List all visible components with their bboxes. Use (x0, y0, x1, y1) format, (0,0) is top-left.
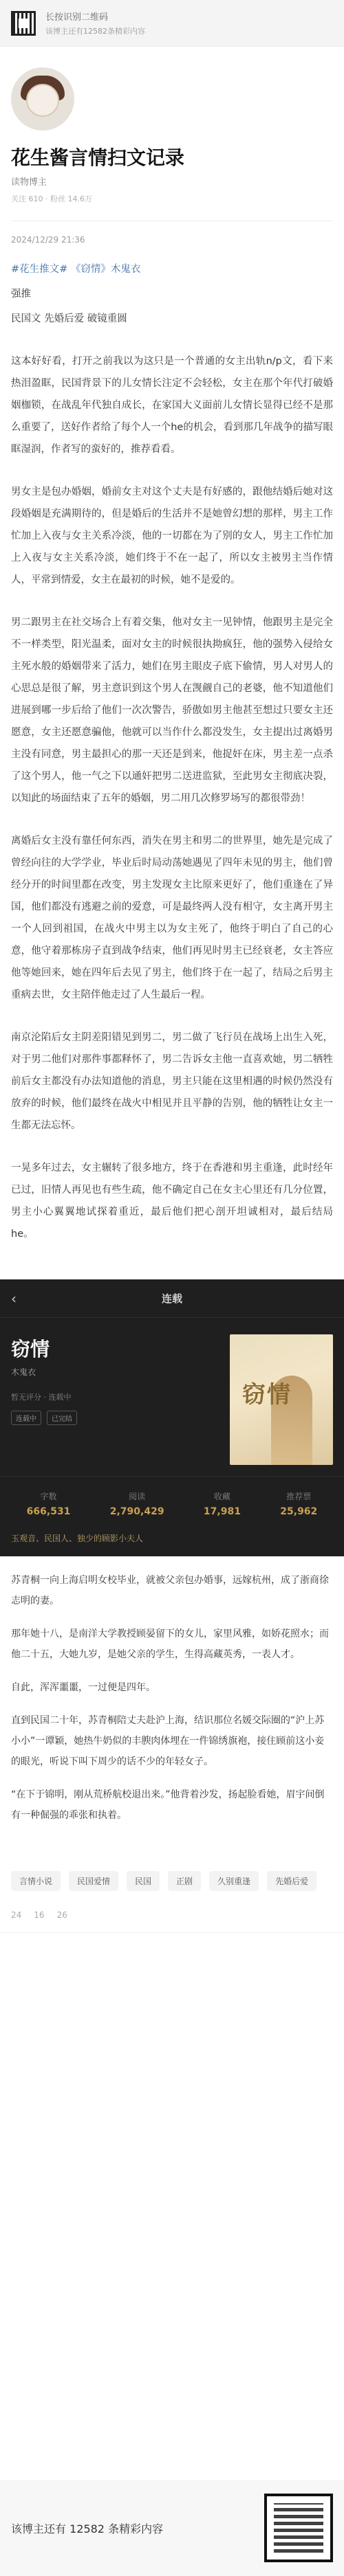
topic-chip[interactable]: 先婚后爱 (267, 1871, 316, 1891)
book-title: 窃情 (11, 1338, 50, 1360)
qr-code-icon (11, 11, 36, 36)
book-tags: 玉观音、民国人、独少的顾影小夫人 (11, 1534, 144, 1543)
book-stats (0, 1476, 344, 1532)
stat-value: 25,962 (280, 1506, 318, 1517)
share-count[interactable]: 26 (56, 1910, 67, 1920)
like-count[interactable]: 24 (11, 1910, 22, 1920)
topic-chips (0, 1855, 344, 1898)
excerpt-paragraph: 直到民国二十年，苏青桐陪丈夫赴沪上海，结识那位名媛交际圈的“沪上苏小小”一谭颖，她热牛奶似的丰腴肉体埋在一件锦绣旗袍，接住顾前这小妾的眼光，听说下叫下周少的话不少的年轻女子。 (11, 1715, 325, 1767)
status-badge: 连载中 (11, 1411, 41, 1425)
avatar[interactable] (11, 67, 74, 131)
book-author[interactable]: 木鬼衣 (11, 1367, 36, 1377)
article-paragraph: 南京沦陷后女主阴差阳错见到男二，男二做了飞行员在战场上出生入死，对于男二他们对那件事都释怀了，男二告诉女主他一直喜欢她，男二牺牲前后女主都没有办法知道他的消息，男主只能在这里相遇的时候仍然没有放弃的时候，他们最终在战火中相见并且平静的告别，他的牺牲让女主一生都无法忘怀。 (11, 1032, 333, 1131)
stat-value: 17,981 (203, 1506, 241, 1517)
banner-subtitle: 该博主还有12582条精彩内容 (45, 27, 145, 36)
excerpt-paragraph: 苏青桐一向上海启明女校毕业，就被父亲包办婚事，远嫁杭州，成了浙商徐志明的妻。 (11, 1575, 329, 1606)
article-paragraph: 离婚后女主没有靠任何东西，消失在男主和男二的世界里，她先是完成了曾经向往的大学学业，毕业后时局动荡她遇见了四年未见的男主，他们曾经分开的时间里都在改变，男主发现女主比原来更好了，他们重逢在了异国，他们都没有逃避之前的爱意，可是最终两人没有相守，女主离开男主一个人回到祖国，在战火中男主以为女主死了，他终于明白了自己的心意，他守着那栋房子直到战争结束，他们再见时男主已经衰老，女主答应他等她回来，她在四年后去见了男主，他们终于在一起了，结局之后男主重病去世，女主陪伴他走过了人生最后一程。 (11, 836, 333, 1000)
cover-title: 窃情 (242, 1381, 292, 1409)
article-paragraph: 男二跟男主在社交场合上有着交集，他对女主一见钟情，他跟男主是完全不一样类型，阳光温柔，面对女主的时候很执拗疯狂，他的强势入侵给女主死水般的婚姻带来了活力，她们在男主眼皮子底下偷情，男人对男人的心思总是很了解，男主意识到这个男人在觊觎自己的老婆，他不知道他们进展到哪一步后给了他们一次次警告，骄傲如男主他甚至想过只要女主还愿意，女主还愿意骗他，他就可以当作什么都没发生，女主提出过离婚男主没有同意，男主最担心的那一天还是到来，他捉奸在床，男主差一点杀了这个男人，他一气之下以通奸把男二送进监狱，至此男女主彻底决裂，以知此的场面结束了五年的婚姻，男二用几次修罗场写的都很带劲！ (11, 617, 333, 804)
excerpt-paragraph: 那年她十八，是南洋大学教授顾晏留下的女儿，家里风雅，如娇花照水；而他二十五，大她九岁，是她父亲的学生，生得高藏英秀，一表人才。 (11, 1628, 329, 1660)
article-line-2: 强推 (11, 289, 31, 300)
avatar-face (26, 84, 59, 117)
article-paragraph: 男女主是包办婚姻，婚前女主对这个丈夫是有好感的，跟他结婚后她对这段婚姻是充满期待的，但是婚后的生活并不是她曾幻想的那样，男主工作忙加上入夜与女主关系冷淡，他的一切都在为了别的女人，男主工作忙加上入夜与女主关系冷淡，她们终于不在一起了，所以女主被男主当作情人，平常到情爱，女主在最初的时候，她不是爱的。 (11, 486, 333, 585)
page-title: 花生酱言情扫文记录 (11, 146, 185, 169)
comment-count[interactable]: 16 (34, 1910, 45, 1920)
article-paragraph: 一晃多年过去，女主辗转了很多地方，终于在香港和男主重逢，此时经年已过，旧情人再见也有些生疏，他不确定自己在女主心里还有几分位置，男主小心翼翼地试探着重近，最后他们把心剖开坦诚相对，最后结局 he。 (11, 1163, 333, 1240)
post-date: 2024/12/29 21:36 (11, 235, 85, 245)
stat-value: 666,531 (26, 1506, 71, 1517)
back-arrow-icon[interactable]: ‹ (11, 1290, 17, 1307)
book-card-header (0, 1279, 344, 1318)
author-label: 读物博主 (11, 177, 47, 188)
profile-header (0, 47, 344, 221)
qr-banner[interactable] (0, 0, 344, 47)
profile-stats: 关注 610 · 粉丝 14.6万 (11, 194, 92, 203)
stat-label: 字数 (40, 1492, 57, 1501)
topic-chip[interactable]: 言情小说 (11, 1871, 61, 1891)
book-main (0, 1318, 344, 1476)
footer-text: 该博主还有 12582 条精彩内容 (11, 2522, 164, 2535)
book-card[interactable] (0, 1279, 344, 1855)
book-status (11, 1411, 77, 1425)
stat-label: 收藏 (213, 1492, 230, 1501)
topic-chip[interactable]: 正剧 (168, 1871, 201, 1891)
article-line-3: 民国文 先婚后爱 破镜重圆 (11, 313, 127, 324)
stat-recommend (280, 1490, 317, 1517)
status-badge: 已完结 (47, 1411, 77, 1425)
book-rating-line: 暂无评分 · 连载中 (11, 1393, 72, 1402)
banner-title: 长按识别二维码 (45, 12, 109, 23)
book-card-heading: 连载 (161, 1292, 182, 1305)
stat-word-count (27, 1490, 71, 1517)
topic-chip[interactable]: 民国爱情 (69, 1871, 118, 1891)
article-paragraph: 这本好好看，打开之前我以为这只是一个普通的女主出轨n/p文，看下来热泪盈眶，民国背景下的儿女情长注定不会轻松，女主在那个年代打破婚姻枷锁，在战乱年代独自成长，在家国大义面前儿女情长显得已经不是那么重要了，送好作者给了每个人一个he的机会，看到那几年战争的描写眼眶湿润，作者写的蛮好的，推荐看看。 (11, 356, 333, 455)
topic-chip[interactable]: 久别重逢 (209, 1871, 259, 1891)
book-excerpt (0, 1556, 344, 1855)
topic-chip[interactable]: 民国 (127, 1871, 160, 1891)
stat-label: 推荐票 (286, 1492, 312, 1501)
stat-label: 阅读 (129, 1492, 146, 1501)
qr-code-icon[interactable] (264, 2494, 333, 2562)
reaction-bar (0, 1898, 344, 1933)
excerpt-paragraph: 自此，浑浑噩噩，一过便是四年。 (11, 1682, 155, 1693)
footer (0, 2480, 344, 2576)
stat-favorites (204, 1490, 241, 1517)
hashtag-line[interactable]: #花生推文# 《窃情》木鬼衣 (11, 264, 141, 275)
stat-reads (110, 1490, 164, 1517)
stat-value: 2,790,429 (109, 1506, 164, 1517)
book-info (11, 1334, 77, 1465)
article-body (0, 251, 344, 1252)
excerpt-paragraph: “在下于锦明，刚从荒桥航校退出来。”他背着沙发，扬起脸看她，眉宇间倒有一种倔强的乖张和执着。 (11, 1789, 325, 1821)
book-cover (230, 1334, 333, 1465)
banner-text (45, 10, 145, 36)
